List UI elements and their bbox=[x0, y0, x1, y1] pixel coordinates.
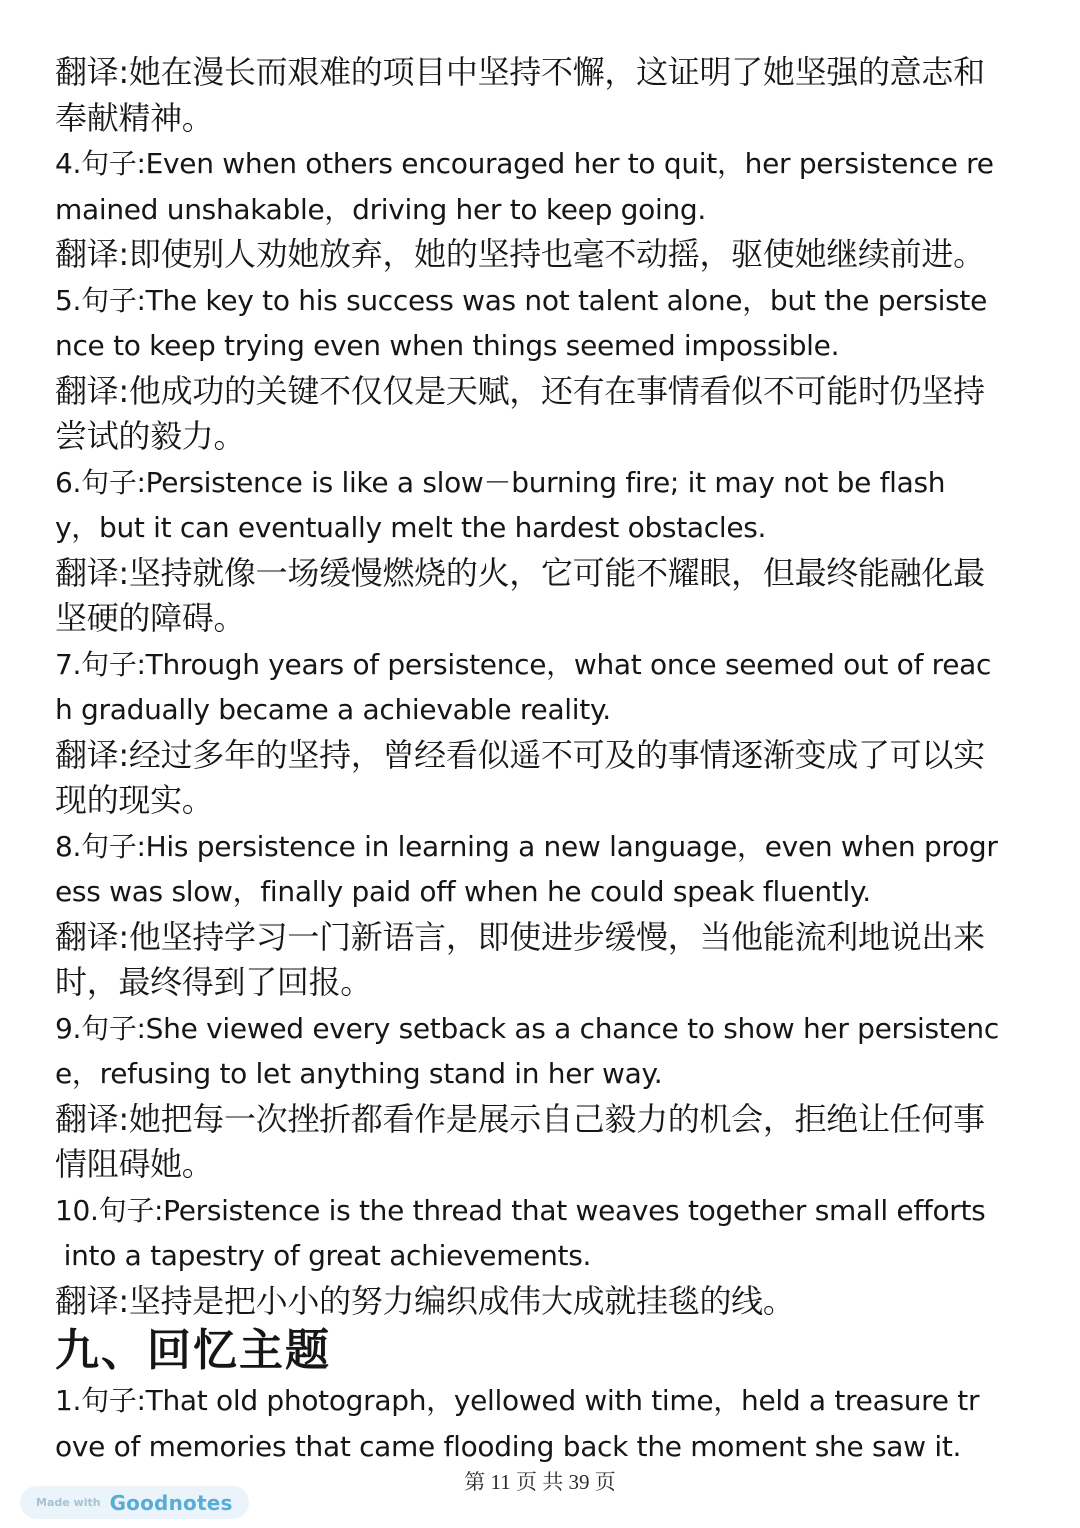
text-line: 翻译:她把每一次挫折都看作是展示自己毅力的机会，拒绝让任何事 bbox=[55, 1099, 985, 1138]
text-line: y，but it can eventually melt the hardest obstacles. bbox=[55, 511, 767, 544]
text-line: 奉献精神。 bbox=[55, 98, 214, 137]
goodnotes-logo: Goodnotes bbox=[109, 1490, 233, 1515]
goodnotes-badge[interactable] bbox=[20, 1486, 249, 1519]
text-lines-container bbox=[55, 50, 1045, 1469]
text-line: 翻译:坚持是把小小的努力编织成伟大成就挂毯的线。 bbox=[55, 1281, 795, 1320]
text-line: 坚硬的障碍。 bbox=[55, 599, 246, 637]
text-line: into a tapestry of great achievements. bbox=[55, 1239, 592, 1272]
text-line: ess was slow，finally paid off when he could speak fluently. bbox=[55, 875, 871, 908]
text-line: nce to keep trying even when things seemed impossible. bbox=[55, 329, 840, 362]
text-line: e，refusing to let anything stand in her way. bbox=[55, 1057, 663, 1090]
text-line: 时，最终得到了回报。 bbox=[55, 963, 373, 1001]
text-line: 九、回忆主题 bbox=[55, 1325, 331, 1376]
text-line: 8.句子:His persistence in learning a new language，even when progr bbox=[55, 829, 998, 863]
text-line: 9.句子:She viewed every setback as a chance to show her persistenc bbox=[55, 1011, 999, 1045]
made-with-label: Made with bbox=[36, 1496, 101, 1509]
text-line: 情阻碍她。 bbox=[55, 1145, 214, 1183]
text-line: 翻译:她在漫长而艰难的项目中坚持不懈，这证明了她坚强的意志和 bbox=[55, 53, 985, 91]
text-line: 6.句子:Persistence is like a slow－burning fire; it may not be flash bbox=[55, 465, 946, 499]
text-line: h gradually became a achievable reality. bbox=[55, 693, 611, 726]
text-line: 翻译:他坚持学习一门新语言，即使进步缓慢，当他能流利地说出来 bbox=[55, 917, 985, 956]
text-line: 7.句子:Through years of persistence，what once seemed out of reac bbox=[55, 647, 992, 681]
text-line: 尝试的毅力。 bbox=[55, 417, 246, 455]
text-line: 翻译:坚持就像一场缓慢燃烧的火，它可能不耀眼，但最终能融化最 bbox=[55, 553, 985, 592]
text-line: 翻译:即使别人劝她放弃，她的坚持也毫不动摇，驱使她继续前进。 bbox=[55, 235, 985, 273]
text-line: 翻译:他成功的关键不仅仅是天赋，还有在事情看似不可能时仍坚持 bbox=[55, 371, 985, 410]
text-line: 5.句子:The key to his success was not talent alone，but the persiste bbox=[55, 283, 988, 317]
text-line: 10.句子:Persistence is the thread that weaves together small efforts bbox=[55, 1193, 986, 1227]
text-line: 现的现实。 bbox=[55, 781, 214, 819]
text-line: 翻译:经过多年的坚持，曾经看似遥不可及的事情逐渐变成了可以实 bbox=[55, 735, 985, 774]
text-line: 1.句子:That old photograph，yellowed with time，held a treasure tr bbox=[55, 1384, 980, 1417]
text-line: ove of memories that came flooding back the moment she saw it. bbox=[55, 1429, 962, 1463]
document-body bbox=[55, 50, 1045, 1469]
text-line: mained unshakable，driving her to keep going. bbox=[55, 192, 706, 226]
text-line: 4.句子:Even when others encouraged her to quit，her persistence re bbox=[55, 147, 994, 180]
page-number: 第 11 页 共 39 页 bbox=[464, 1470, 616, 1494]
